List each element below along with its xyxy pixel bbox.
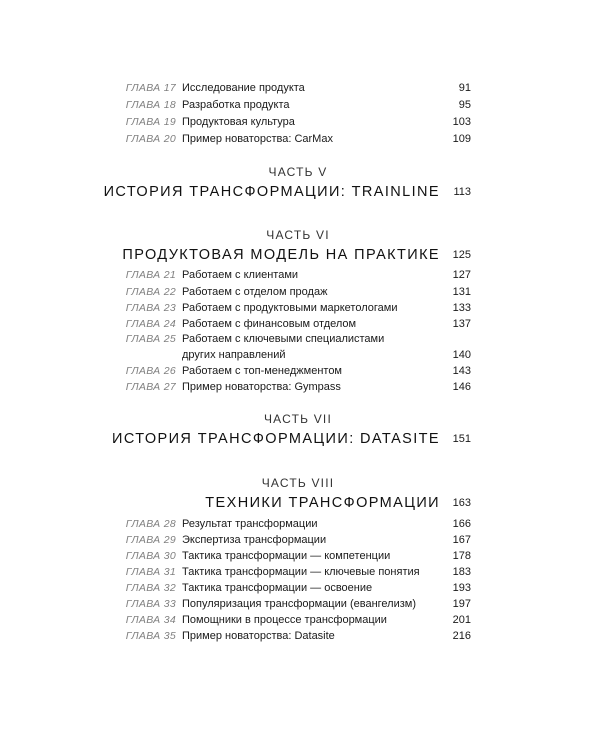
toc-chapter-row — [0, 80, 600, 97]
part-heading-row — [0, 492, 600, 514]
chapter-title: Пример новаторства: Datasite — [182, 630, 335, 642]
chapter-number: ГЛАВА 17 — [125, 82, 176, 94]
chapter-page-number: 131 — [452, 286, 471, 298]
chapter-title: Помощники в процессе трансформации — [182, 614, 387, 626]
part-heading-row — [0, 428, 600, 450]
part-page-number: 163 — [452, 497, 471, 509]
chapter-page-number: 103 — [452, 116, 471, 128]
chapter-number: ГЛАВА 32 — [125, 582, 176, 594]
chapter-title: Работаем с отделом продаж — [182, 286, 328, 298]
part-page-number: 113 — [453, 186, 471, 198]
chapter-number: ГЛАВА 27 — [125, 381, 176, 393]
chapter-page-number: 137 — [452, 318, 471, 330]
part-title: ИСТОРИЯ ТРАНСФОРМАЦИИ: DATASITE — [112, 431, 440, 447]
part-title: ПРОДУКТОВАЯ МОДЕЛЬ НА ПРАКТИКЕ — [122, 247, 440, 263]
chapter-number: ГЛАВА 35 — [125, 630, 176, 642]
chapter-page-number: 127 — [452, 269, 471, 281]
toc-chapter-row — [0, 548, 600, 565]
chapter-number: ГЛАВА 19 — [125, 116, 176, 128]
chapter-title: Тактика трансформации — компетенции — [182, 550, 391, 562]
part-heading-row — [0, 244, 600, 266]
toc-chapter-row — [0, 580, 600, 597]
toc-chapter-row — [0, 612, 600, 629]
chapter-page-number: 109 — [452, 133, 471, 145]
chapter-number: ГЛАВА 24 — [125, 318, 176, 330]
chapter-page-number: 95 — [458, 99, 471, 111]
chapter-title: Работаем с топ-менеджментом — [182, 365, 342, 377]
toc-chapter-row — [0, 596, 600, 613]
chapter-page-number: 133 — [452, 302, 471, 314]
chapter-title: Тактика трансформации — освоение — [182, 582, 373, 594]
chapter-title: Пример новаторства: Gympass — [182, 381, 341, 393]
chapter-page-number: 183 — [452, 566, 471, 578]
toc-chapter-row — [0, 114, 600, 131]
part-label: ЧАСТЬ VII — [263, 412, 333, 426]
chapter-title: Пример новаторства: CarMax — [182, 133, 333, 145]
chapter-title: Работаем с финансовым отделом — [182, 318, 357, 330]
toc-chapter-row-continued — [0, 347, 600, 364]
chapter-number: ГЛАВА 21 — [125, 269, 176, 281]
chapter-number: ГЛАВА 29 — [125, 534, 176, 546]
chapter-number: ГЛАВА 20 — [125, 133, 176, 145]
chapter-number: ГЛАВА 31 — [125, 566, 176, 578]
toc-chapter-row — [0, 97, 600, 114]
chapter-page-number: 166 — [452, 518, 471, 530]
chapter-page-number: 167 — [452, 534, 471, 546]
chapter-number: ГЛАВА 33 — [125, 598, 176, 610]
chapter-title: Исследование продукта — [182, 82, 305, 94]
toc-chapter-row — [0, 284, 600, 301]
chapter-page-number: 193 — [452, 582, 471, 594]
part-page-number: 125 — [452, 249, 471, 261]
toc-chapter-row — [0, 267, 600, 284]
chapter-page-number: 201 — [452, 614, 471, 626]
chapter-title: Продуктовая культура — [182, 116, 295, 128]
part-title: ТЕХНИКИ ТРАНСФОРМАЦИИ — [205, 495, 440, 511]
chapter-title-continued: других направлений — [182, 349, 286, 361]
toc-chapter-row — [0, 363, 600, 380]
part-title: ИСТОРИЯ ТРАНСФОРМАЦИИ: TRAINLINE — [103, 184, 440, 200]
toc-chapter-row — [0, 532, 600, 549]
chapter-page-number: 91 — [458, 82, 471, 94]
chapter-number: ГЛАВА 30 — [125, 550, 176, 562]
chapter-number: ГЛАВА 25 — [125, 333, 176, 345]
chapter-number: ГЛАВА 18 — [125, 99, 176, 111]
chapter-page-number: 178 — [452, 550, 471, 562]
chapter-number: ГЛАВА 26 — [125, 365, 176, 377]
chapter-number: ГЛАВА 23 — [125, 302, 176, 314]
chapter-title: Работаем с продуктовыми маркетологами — [182, 302, 398, 314]
chapter-title: Работаем с ключевыми специалистами — [182, 333, 385, 345]
toc-chapter-row — [0, 379, 600, 396]
chapter-page-number: 146 — [452, 381, 471, 393]
chapter-title: Популяризация трансформации (евангелизм) — [182, 598, 417, 610]
chapter-title: Результат трансформации — [182, 518, 318, 530]
chapter-page-number: 197 — [452, 598, 471, 610]
toc-chapter-row — [0, 131, 600, 148]
chapter-title: Работаем с клиентами — [182, 269, 299, 281]
chapter-page-number: 216 — [452, 630, 471, 642]
chapter-page-number: 143 — [452, 365, 471, 377]
chapter-number: ГЛАВА 22 — [125, 286, 176, 298]
toc-chapter-row — [0, 628, 600, 645]
part-page-number: 151 — [452, 433, 471, 445]
toc-chapter-row — [0, 564, 600, 581]
toc-chapter-row — [0, 516, 600, 533]
part-label: ЧАСТЬ V — [268, 165, 328, 179]
toc-chapter-row — [0, 331, 600, 348]
chapter-title: Экспертиза трансформации — [182, 534, 327, 546]
chapter-title: Тактика трансформации — ключевые понятия — [182, 566, 420, 578]
chapter-number: ГЛАВА 34 — [125, 614, 176, 626]
part-heading-row — [0, 181, 600, 203]
part-label: ЧАСТЬ VIII — [261, 476, 335, 490]
part-label: ЧАСТЬ VI — [266, 228, 330, 242]
chapter-page-number: 140 — [452, 349, 471, 361]
chapter-title: Разработка продукта — [182, 99, 290, 111]
chapter-number: ГЛАВА 28 — [125, 518, 176, 530]
toc-chapter-row — [0, 300, 600, 317]
